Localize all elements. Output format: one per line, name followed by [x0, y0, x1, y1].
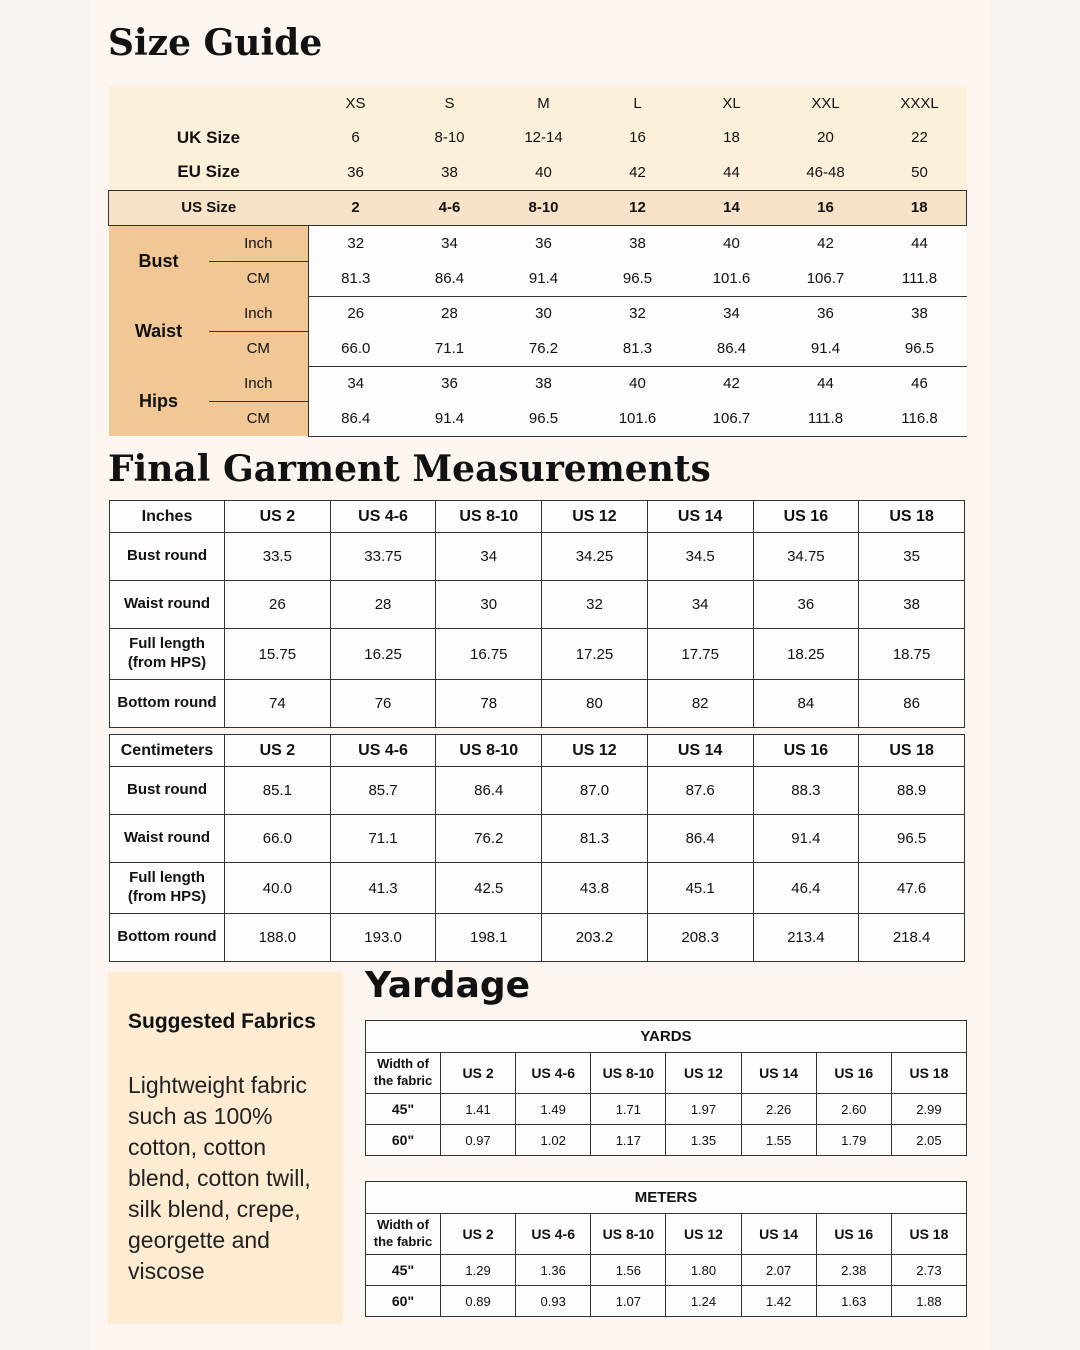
value-cell: 1.55 [741, 1125, 816, 1156]
size-cell: L [591, 86, 685, 121]
value-cell: 218.4 [859, 914, 965, 962]
row-label [109, 86, 309, 121]
width-value: 60" [366, 1125, 441, 1156]
value-cell: 87.0 [542, 767, 648, 815]
size-cell: 40 [497, 155, 591, 190]
value-cell: 91.4 [403, 401, 497, 436]
measure-row [110, 863, 965, 914]
yardage-row [366, 1286, 967, 1317]
value-cell: 2.60 [816, 1094, 891, 1125]
value-cell: 96.5 [591, 261, 685, 296]
value-cell: 33.5 [225, 533, 331, 581]
size-header: US 12 [542, 735, 648, 767]
value-cell: 34 [436, 533, 542, 581]
garment-inches-table [109, 500, 965, 728]
value-cell: 36 [753, 581, 859, 629]
value-cell: 45.1 [647, 863, 753, 914]
value-cell: 71.1 [403, 331, 497, 366]
size-header: US 8-10 [591, 1053, 666, 1094]
value-cell: 18.25 [753, 629, 859, 680]
value-cell: 96.5 [873, 331, 967, 366]
width-value: 45" [366, 1255, 441, 1286]
value-cell: 203.2 [542, 914, 648, 962]
value-cell: 46 [873, 366, 967, 401]
caption-row [366, 1182, 967, 1214]
value-cell: 91.4 [779, 331, 873, 366]
size-header: US 8-10 [436, 501, 542, 533]
measure-row-cm [109, 331, 967, 366]
size-cell: 46-48 [779, 155, 873, 190]
size-cell: 14 [685, 190, 779, 226]
measure-row-inch [109, 366, 967, 401]
size-cell: 22 [873, 121, 967, 156]
size-cell: 12 [591, 190, 685, 226]
value-cell: 1.24 [666, 1286, 741, 1317]
value-cell: 1.56 [591, 1255, 666, 1286]
size-cell: 20 [779, 121, 873, 156]
size-header: US 2 [441, 1214, 516, 1255]
size-header: US 4-6 [516, 1214, 591, 1255]
value-cell: 42 [685, 366, 779, 401]
value-cell: 38 [591, 226, 685, 262]
value-cell: 82 [647, 680, 753, 728]
yardage-meters-table [365, 1181, 967, 1317]
us-size-row [109, 190, 967, 226]
value-cell: 34.5 [647, 533, 753, 581]
width-value: 45" [366, 1094, 441, 1125]
uk-size-row [109, 121, 967, 156]
value-cell: 36 [403, 366, 497, 401]
width-value: 60" [366, 1286, 441, 1317]
size-header: US 18 [859, 735, 965, 767]
value-cell: 66.0 [225, 815, 331, 863]
value-cell: 1.29 [441, 1255, 516, 1286]
size-header: US 14 [647, 735, 753, 767]
value-cell: 26 [309, 296, 403, 331]
value-cell: 32 [542, 581, 648, 629]
row-label: EU Size [109, 155, 309, 190]
size-header: US 16 [753, 501, 859, 533]
value-cell: 74 [225, 680, 331, 728]
size-guide-table [108, 86, 967, 437]
yardage-row [366, 1094, 967, 1125]
value-cell: 81.3 [542, 815, 648, 863]
value-cell: 40 [591, 366, 685, 401]
value-cell: 96.5 [497, 401, 591, 436]
value-cell: 101.6 [591, 401, 685, 436]
size-cell: XXXL [873, 86, 967, 121]
value-cell: 1.71 [591, 1094, 666, 1125]
value-cell: 42 [779, 226, 873, 262]
value-cell: 106.7 [779, 261, 873, 296]
size-header: US 12 [542, 501, 648, 533]
measure-row-inch [109, 296, 967, 331]
value-cell: 96.5 [859, 815, 965, 863]
size-cell: 18 [685, 121, 779, 156]
value-cell: 116.8 [873, 401, 967, 436]
size-header: US 4-6 [330, 501, 436, 533]
value-cell: 2.38 [816, 1255, 891, 1286]
size-cell: 4-6 [403, 190, 497, 226]
value-cell: 71.1 [330, 815, 436, 863]
unit-header: Inches [110, 501, 225, 533]
value-cell: 17.25 [542, 629, 648, 680]
value-cell: 34.25 [542, 533, 648, 581]
value-cell: 41.3 [330, 863, 436, 914]
table-caption: YARDS [366, 1021, 967, 1053]
eu-size-row [109, 155, 967, 190]
value-cell: 78 [436, 680, 542, 728]
size-cell: 16 [591, 121, 685, 156]
value-cell: 40 [685, 226, 779, 262]
value-cell: 76.2 [436, 815, 542, 863]
value-cell: 86.4 [685, 331, 779, 366]
unit-label: CM [209, 261, 309, 296]
value-cell: 86.4 [403, 261, 497, 296]
header-row [366, 1053, 967, 1094]
value-cell: 26 [225, 581, 331, 629]
value-cell: 0.89 [441, 1286, 516, 1317]
value-cell: 88.9 [859, 767, 965, 815]
measurement-label: Waist [109, 296, 209, 366]
row-label: Full length (from HPS) [110, 629, 225, 680]
unit-label: Inch [209, 226, 309, 262]
value-cell: 44 [779, 366, 873, 401]
value-cell: 208.3 [647, 914, 753, 962]
header-row [110, 735, 965, 767]
measurement-label: Bust [109, 226, 209, 297]
row-label: Bust round [110, 767, 225, 815]
value-cell: 76 [330, 680, 436, 728]
value-cell: 1.88 [891, 1286, 966, 1317]
unit-label: Inch [209, 296, 309, 331]
size-header: US 16 [816, 1053, 891, 1094]
value-cell: 86.4 [647, 815, 753, 863]
value-cell: 1.63 [816, 1286, 891, 1317]
value-cell: 91.4 [497, 261, 591, 296]
size-cell: 42 [591, 155, 685, 190]
value-cell: 1.36 [516, 1255, 591, 1286]
value-cell: 91.4 [753, 815, 859, 863]
value-cell: 42.5 [436, 863, 542, 914]
header-row [110, 501, 965, 533]
value-cell: 1.97 [666, 1094, 741, 1125]
value-cell: 2.73 [891, 1255, 966, 1286]
table-caption: METERS [366, 1182, 967, 1214]
size-header: US 14 [647, 501, 753, 533]
size-cell: S [403, 86, 497, 121]
value-cell: 1.41 [441, 1094, 516, 1125]
measure-row [110, 629, 965, 680]
value-cell: 1.02 [516, 1125, 591, 1156]
measure-row [110, 815, 965, 863]
size-cell: XL [685, 86, 779, 121]
fabrics-body: Lightweight fabric such as 100% cotton, cotton blend, cotton twill, silk blend, crepe, georgette and viscose [128, 1072, 311, 1284]
yardage-yards-table [365, 1020, 967, 1156]
row-label: Waist round [110, 581, 225, 629]
value-cell: 30 [497, 296, 591, 331]
yardage-title: Yardage [365, 965, 531, 1006]
size-cell: XXL [779, 86, 873, 121]
value-cell: 86 [859, 680, 965, 728]
value-cell: 2.26 [741, 1094, 816, 1125]
value-cell: 1.42 [741, 1286, 816, 1317]
unit-label: Inch [209, 366, 309, 401]
value-cell: 34 [403, 226, 497, 262]
size-cell: 2 [309, 190, 403, 226]
size-header: US 18 [859, 501, 965, 533]
width-label: Width of the fabric [366, 1053, 441, 1094]
size-header: US 16 [753, 735, 859, 767]
value-cell: 36 [779, 296, 873, 331]
size-cell: 16 [779, 190, 873, 226]
value-cell: 81.3 [309, 261, 403, 296]
garment-title: Final Garment Measurements [108, 448, 711, 490]
value-cell: 2.99 [891, 1094, 966, 1125]
value-cell: 46.4 [753, 863, 859, 914]
value-cell: 35 [859, 533, 965, 581]
value-cell: 193.0 [330, 914, 436, 962]
value-cell: 15.75 [225, 629, 331, 680]
row-label: Full length (from HPS) [110, 863, 225, 914]
width-label: Width of the fabric [366, 1214, 441, 1255]
size-header: US 2 [441, 1053, 516, 1094]
value-cell: 81.3 [591, 331, 685, 366]
value-cell: 88.3 [753, 767, 859, 815]
measure-row-cm [109, 261, 967, 296]
size-header: US 12 [666, 1053, 741, 1094]
value-cell: 1.17 [591, 1125, 666, 1156]
value-cell: 213.4 [753, 914, 859, 962]
value-cell: 85.1 [225, 767, 331, 815]
value-cell: 16.75 [436, 629, 542, 680]
size-header: US 14 [741, 1053, 816, 1094]
size-cell: 38 [403, 155, 497, 190]
size-guide-title: Size Guide [108, 22, 323, 64]
size-cell: 36 [309, 155, 403, 190]
size-cell: 6 [309, 121, 403, 156]
size-header: US 8-10 [436, 735, 542, 767]
value-cell: 17.75 [647, 629, 753, 680]
value-cell: 47.6 [859, 863, 965, 914]
value-cell: 0.97 [441, 1125, 516, 1156]
size-header: US 2 [225, 501, 331, 533]
value-cell: 1.35 [666, 1125, 741, 1156]
suggested-fabrics-panel [108, 972, 343, 1324]
value-cell: 1.49 [516, 1094, 591, 1125]
size-cell: 8-10 [497, 190, 591, 226]
value-cell: 84 [753, 680, 859, 728]
value-cell: 111.8 [873, 261, 967, 296]
value-cell: 18.75 [859, 629, 965, 680]
value-cell: 38 [873, 296, 967, 331]
size-header: US 14 [741, 1214, 816, 1255]
measurement-label: Hips [109, 366, 209, 436]
size-header: US 8-10 [591, 1214, 666, 1255]
measure-row-cm [109, 401, 967, 436]
size-header: US 4-6 [330, 735, 436, 767]
measure-row [110, 767, 965, 815]
value-cell: 32 [309, 226, 403, 262]
value-cell: 34.75 [753, 533, 859, 581]
unit-label: CM [209, 401, 309, 436]
value-cell: 34 [685, 296, 779, 331]
value-cell: 36 [497, 226, 591, 262]
value-cell: 86.4 [436, 767, 542, 815]
measure-row [110, 680, 965, 728]
measure-row [110, 533, 965, 581]
row-label: Bottom round [110, 914, 225, 962]
caption-row [366, 1021, 967, 1053]
value-cell: 2.07 [741, 1255, 816, 1286]
value-cell: 30 [436, 581, 542, 629]
value-cell: 34 [309, 366, 403, 401]
garment-cm-table [109, 734, 965, 962]
value-cell: 38 [859, 581, 965, 629]
row-label: UK Size [109, 121, 309, 156]
value-cell: 111.8 [779, 401, 873, 436]
value-cell: 40.0 [225, 863, 331, 914]
header-row [366, 1214, 967, 1255]
value-cell: 80 [542, 680, 648, 728]
yardage-row [366, 1255, 967, 1286]
size-cell: 50 [873, 155, 967, 190]
value-cell: 28 [403, 296, 497, 331]
value-cell: 101.6 [685, 261, 779, 296]
size-header: US 16 [816, 1214, 891, 1255]
value-cell: 34 [647, 581, 753, 629]
row-label: Bust round [110, 533, 225, 581]
value-cell: 188.0 [225, 914, 331, 962]
value-cell: 2.05 [891, 1125, 966, 1156]
value-cell: 86.4 [309, 401, 403, 436]
fabrics-heading: Suggested Fabrics [128, 1010, 316, 1033]
size-cell: 18 [873, 190, 967, 226]
measure-row [110, 914, 965, 962]
size-cell: 12-14 [497, 121, 591, 156]
size-cell: M [497, 86, 591, 121]
row-label: Waist round [110, 815, 225, 863]
value-cell: 32 [591, 296, 685, 331]
size-header: US 18 [891, 1214, 966, 1255]
value-cell: 33.75 [330, 533, 436, 581]
row-label: Bottom round [110, 680, 225, 728]
unit-label: CM [209, 331, 309, 366]
value-cell: 43.8 [542, 863, 648, 914]
value-cell: 1.07 [591, 1286, 666, 1317]
value-cell: 106.7 [685, 401, 779, 436]
value-cell: 44 [873, 226, 967, 262]
size-header: US 18 [891, 1053, 966, 1094]
letter-size-row [109, 86, 967, 121]
size-cell: XS [309, 86, 403, 121]
unit-header: Centimeters [110, 735, 225, 767]
size-header: US 2 [225, 735, 331, 767]
measure-row-inch [109, 226, 967, 262]
value-cell: 76.2 [497, 331, 591, 366]
value-cell: 85.7 [330, 767, 436, 815]
yardage-row [366, 1125, 967, 1156]
size-header: US 4-6 [516, 1053, 591, 1094]
size-header: US 12 [666, 1214, 741, 1255]
size-cell: 44 [685, 155, 779, 190]
row-label: US Size [109, 190, 309, 226]
size-cell: 8-10 [403, 121, 497, 156]
value-cell: 66.0 [309, 331, 403, 366]
value-cell: 0.93 [516, 1286, 591, 1317]
value-cell: 16.25 [330, 629, 436, 680]
value-cell: 1.80 [666, 1255, 741, 1286]
value-cell: 198.1 [436, 914, 542, 962]
measure-row [110, 581, 965, 629]
value-cell: 38 [497, 366, 591, 401]
value-cell: 87.6 [647, 767, 753, 815]
value-cell: 28 [330, 581, 436, 629]
value-cell: 1.79 [816, 1125, 891, 1156]
